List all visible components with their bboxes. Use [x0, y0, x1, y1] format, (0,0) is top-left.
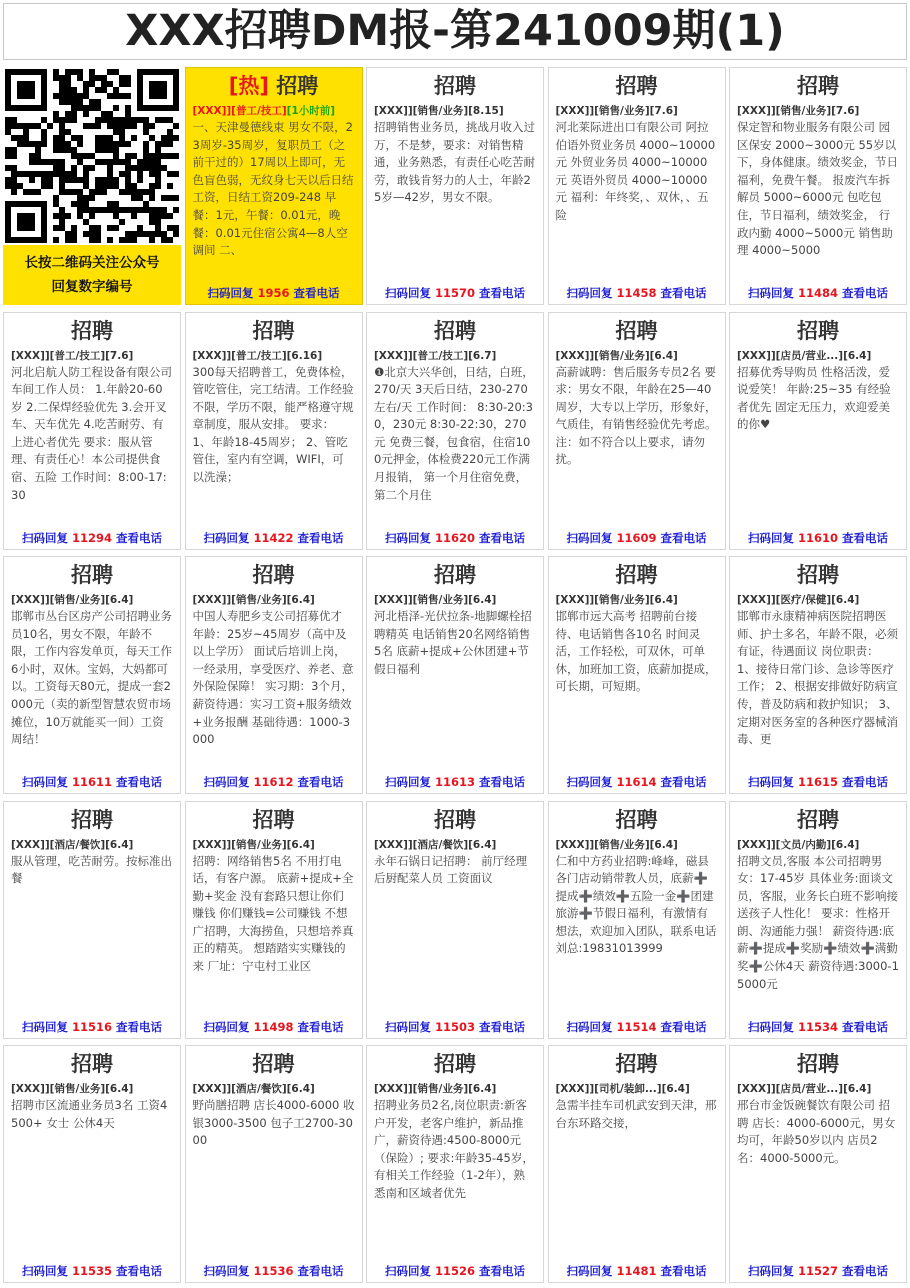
- job-description: 河北莱际进出口有限公司 阿拉伯语外贸业务员 4000~10000元 外贸业务员 4000~10000元 英语外贸员 4000~10000元 福利：年终奖，、双休，、五险: [555, 120, 716, 222]
- footer-prefix: 扫码回复: [566, 286, 613, 300]
- footer-prefix: 扫码回复: [566, 1019, 613, 1034]
- footer-suffix: 查看电话: [660, 530, 707, 545]
- job-card[interactable]: [729, 67, 907, 305]
- job-time-tag: [1小时前]: [286, 105, 336, 117]
- reply-code: 11611: [71, 775, 112, 789]
- reply-code: 11610: [797, 530, 838, 545]
- card-title: 招聘: [615, 807, 658, 832]
- reply-code: 11481: [616, 1264, 657, 1278]
- footer-prefix: 扫码回复: [384, 1264, 431, 1278]
- job-category-tag: [XXX]][销售/业务][6.4]: [555, 838, 678, 851]
- footer-suffix: 查看电话: [842, 1264, 889, 1278]
- footer-prefix: 扫码回复: [566, 530, 613, 545]
- card-footer[interactable]: [730, 1263, 906, 1279]
- job-description: 招聘市区流通业务员3名 工资4500+ 女士 公休4天: [11, 1098, 168, 1130]
- card-footer[interactable]: [367, 774, 543, 790]
- job-card[interactable]: [548, 801, 726, 1039]
- job-category-tag: [XXX]][销售/业务][6.4]: [11, 1083, 134, 1095]
- job-category-tag: [XXX]][酒店/餐饮][6.4]: [11, 838, 134, 851]
- footer-suffix: 查看电话: [116, 1019, 163, 1034]
- footer-prefix: 扫码回复: [747, 775, 794, 789]
- reply-code: 11535: [71, 1264, 112, 1278]
- job-description: 野尚膳招聘 店长4000-6000 收银3000-3500 包子工2700-3000: [192, 1098, 355, 1148]
- job-grid: [3, 67, 907, 1283]
- job-category-tag: [XXX]][销售/业务][8.15]: [374, 105, 504, 117]
- job-description: 招聘业务员2名,岗位职责:新客户开发，老客户维护，新品推广，薪资待遇:4500-8000元（保险）; 要求:年龄35-45岁，有相关工作经验（1-2年），熟悉南和区域者优先: [374, 1098, 534, 1200]
- job-category-tag: [XXX]][销售/业务][6.4]: [11, 594, 134, 606]
- card-footer[interactable]: [367, 1263, 543, 1279]
- card-footer[interactable]: [367, 530, 543, 546]
- card-title: 招聘: [615, 318, 658, 343]
- reply-code: 11526: [434, 1264, 475, 1278]
- card-title: 招聘: [71, 1052, 113, 1076]
- job-card[interactable]: [366, 801, 544, 1039]
- footer-prefix: 扫码回复: [21, 775, 68, 789]
- footer-suffix: 查看电话: [297, 775, 344, 789]
- card-title: 招聘: [71, 807, 113, 832]
- job-card[interactable]: [729, 556, 907, 794]
- job-card[interactable]: [366, 1045, 544, 1283]
- reply-code: 11620: [434, 530, 475, 545]
- job-category-tag: [XXX]][医疗/保健][6.4]: [737, 594, 860, 606]
- footer-prefix: 扫码回复: [566, 1264, 613, 1278]
- card-title: 招聘: [434, 74, 476, 98]
- card-footer[interactable]: [367, 1019, 543, 1035]
- job-category-tag: [XXX]][普工/技工][6.7]: [374, 349, 497, 362]
- job-description: 中国人寿肥乡支公司招募优才 年龄：25岁~45周岁（高中及以上学历） 面试后培训上岗，一经录用，享受医疗、养老、意外保险保障！ 实习期：3个月， 薪资待遇：实习工资+服务绩效+业务报酬 基础待遇：1000-3000: [192, 609, 354, 747]
- footer-prefix: 扫码回复: [747, 530, 794, 545]
- footer-suffix: 查看电话: [660, 1019, 707, 1034]
- reply-code: 11498: [253, 1019, 294, 1034]
- reply-code: 11536: [253, 1264, 294, 1278]
- card-footer[interactable]: [730, 1019, 906, 1035]
- footer-prefix: 扫码回复: [384, 1019, 431, 1034]
- job-category-tag: [XXX]][销售/业务][6.4]: [555, 349, 678, 362]
- card-title: 招聘: [434, 807, 476, 832]
- job-category-tag: [XXX]][酒店/餐饮][6.4]: [374, 838, 497, 851]
- footer-prefix: 扫码回复: [384, 775, 431, 789]
- footer-prefix: 扫码回复: [203, 530, 250, 545]
- job-card[interactable]: [3, 1045, 181, 1283]
- footer-suffix: 查看电话: [293, 286, 340, 300]
- job-card[interactable]: [548, 67, 726, 305]
- footer-suffix: 查看电话: [479, 775, 526, 789]
- qr-label-line2: 回复数字编号: [51, 279, 133, 295]
- footer-suffix: 查看电话: [479, 1019, 526, 1034]
- card-footer[interactable]: [549, 774, 725, 790]
- job-description: 急需半挂车司机武安到天津，邢台东环路交接，: [555, 1098, 717, 1130]
- card-title: 招聘: [434, 318, 476, 343]
- card-title: 招聘: [252, 563, 295, 587]
- card-footer[interactable]: [549, 285, 725, 301]
- card-title: 招聘: [797, 1052, 839, 1076]
- footer-prefix: 扫码回复: [747, 1019, 794, 1034]
- qr-code[interactable]: [5, 69, 179, 243]
- job-description: 招聘文员,客服 本公司招聘男女：17-45岁 具体业务:面谈文员，客服，业务长白班不影响接送孩子人性化！ 要求：性格开朗、沟通能力强！ 薪资待遇:底薪➕提成➕奖励➕绩效➕满勤奖➕公休4天 薪资待遇:3000-15000元: [737, 853, 899, 991]
- card-title: 招聘: [797, 318, 839, 343]
- footer-prefix: 扫码回复: [207, 286, 254, 300]
- card-footer[interactable]: [186, 774, 362, 790]
- card-title: 招聘: [71, 318, 113, 343]
- job-card[interactable]: [548, 312, 726, 550]
- card-title: 招聘: [797, 807, 839, 832]
- card-title: 招聘: [252, 318, 295, 343]
- job-description: 招聘：网络销售5名 不用打电话，有客户源。 底薪+提成+全勤+奖金 没有套路只想让你们赚钱 你们赚钱=公司赚钱 不想广招聘，大海捞鱼，只想培养真正的精英。 想踏踏实实赚钱的来 厂址：宁屯村工业区: [192, 853, 354, 974]
- footer-suffix: 查看电话: [479, 530, 526, 545]
- footer-suffix: 查看电话: [842, 286, 889, 300]
- job-category-tag: [XXX]][销售/业务][7.6]: [737, 105, 860, 117]
- footer-suffix: 查看电话: [297, 1264, 344, 1278]
- job-card[interactable]: [548, 556, 726, 794]
- reply-code: 11503: [434, 1019, 475, 1034]
- footer-prefix: 扫码回复: [21, 1019, 68, 1034]
- reply-code: 11516: [71, 1019, 112, 1034]
- footer-prefix: 扫码回复: [566, 775, 613, 789]
- job-category-tag: [XXX]][店员/营业...][6.4]: [737, 1083, 872, 1095]
- footer-suffix: 查看电话: [660, 1264, 707, 1278]
- card-footer[interactable]: [549, 1019, 725, 1035]
- job-description: 河北梧泽-光伏拉条-地脚螺栓招聘精英 电话销售20名网络销售5名 底薪+提成+公休团建+节假日福利: [374, 609, 532, 676]
- card-footer[interactable]: [549, 530, 725, 546]
- footer-prefix: 扫码回复: [747, 1264, 794, 1278]
- job-category-tag: [XXX]][店员/营业...][6.4]: [737, 349, 872, 362]
- card-footer[interactable]: [4, 1019, 180, 1035]
- reply-code: 11609: [616, 530, 657, 545]
- job-description: 招聘销售业务员，挑战月收入过万，不是梦，要求：对销售精通，业务熟悉，有责任心吃苦耐劳，敢钱肯努力的人士，年龄25岁—42岁，男女不限。: [374, 120, 535, 205]
- job-card[interactable]: [548, 1045, 726, 1283]
- reply-code: 11514: [616, 1019, 657, 1034]
- footer-suffix: 查看电话: [479, 1264, 526, 1278]
- card-footer[interactable]: [186, 1019, 362, 1035]
- job-category-tag: [XXX]][销售/业务][6.4]: [192, 594, 315, 606]
- job-description: 一、天津曼德线束 男女不限，23周岁-35周岁，复职员工（之前干过的）17周以上即可，无色盲色弱，无纹身七天以后日结工资，日结工资209-248 早餐：1元，午餐：0.01元，晚餐：0.01元住宿公寓4—8人空调间 二、: [192, 120, 354, 258]
- job-category-tag: [XXX]][销售/业务][6.4]: [374, 1083, 497, 1095]
- reply-code: 11534: [797, 1019, 838, 1034]
- card-footer[interactable]: [4, 1263, 180, 1279]
- footer-prefix: 扫码回复: [21, 530, 68, 545]
- job-category-tag: [XXX]][销售/业务][6.4]: [374, 594, 497, 606]
- job-category: [XXX]][普工/技工]: [192, 105, 287, 117]
- card-footer[interactable]: [730, 530, 906, 546]
- footer-suffix: 查看电话: [660, 286, 707, 300]
- footer-prefix: 扫码回复: [747, 286, 794, 300]
- job-description: ❶北京大兴华创，日结，白班，270/天 3天后日结，230-270左右/天 工作时间： 8:30-20:30，230元 8:30-22:30，270元 免费三餐，包食宿，住宿100元押金，体检费220元工作满月报销， 第一个月住宿免费，第二个月住: [374, 364, 534, 502]
- card-footer[interactable]: [549, 1263, 725, 1279]
- card-title: 招聘: [252, 1052, 295, 1076]
- card-footer[interactable]: [4, 530, 180, 546]
- job-description: 永年石锅日记招聘： 前厅经理 后厨配菜人员 工资面议: [374, 853, 528, 886]
- job-category-tag: [XXX]][销售/业务][6.4]: [192, 838, 315, 851]
- reply-code: 11458: [616, 286, 657, 300]
- job-description: 保定智和物业服务有限公司 园区保安 2000~3000元 55岁以下，身体健康。绩效奖金，节日福利，免费午餐。 报废汽车拆解员 5000~6000元 包吃包住，节日福利，绩效奖金， 行政内勤 4000~5000元 销售助理 4000~5000: [737, 120, 898, 258]
- job-description: 招募优秀导购员 性格活泼，爱说爱笑！ 年龄:25~35 有经验者优先 固定无压力，欢迎爱美的你♥: [737, 364, 891, 432]
- job-card[interactable]: [729, 312, 907, 550]
- card-title: 招聘: [797, 563, 839, 587]
- card-title: 招聘: [615, 1052, 658, 1076]
- job-description: 邯郸市丛台区房产公司招聘业务员10名，男女不限，年龄不限，工作内容发单页，每天工作6小时，双休。宝妈，大妈都可以。工资每天80元，提成一套2000元（卖的新型智慧农贸市场摊位，10万就能买一间）工资周结！: [11, 609, 172, 747]
- reply-code: 11422: [253, 530, 294, 545]
- card-title: 招聘: [434, 1052, 476, 1076]
- job-description: 仁和中方药业招聘:峰峰，磁县各门店动销带教人员，底薪➕提成➕绩效➕五险一金➕团建旅游➕节假日福利，有激情有想法，欢迎加入团队，联系电话刘总:19831013999: [555, 853, 717, 956]
- footer-suffix: 查看电话: [842, 775, 889, 789]
- reply-code: 11612: [253, 775, 294, 789]
- reply-code: 11527: [797, 1264, 838, 1278]
- job-category-tag: [XXX]][司机/装卸...][6.4]: [555, 1083, 690, 1095]
- job-card[interactable]: [185, 801, 363, 1039]
- qr-label: [3, 245, 181, 305]
- job-category-tag: [XXX]][文员/内勤][6.4]: [737, 838, 860, 851]
- job-card[interactable]: [366, 556, 544, 794]
- footer-prefix: 扫码回复: [384, 530, 431, 545]
- footer-suffix: 查看电话: [116, 775, 163, 789]
- job-card[interactable]: [185, 312, 363, 550]
- job-description: 邢台市金饭碗餐饮有限公司 招聘 店长：4000-6000元，男女均可，年龄50岁以内 店员2名：4000-5000元。: [737, 1098, 896, 1165]
- footer-suffix: 查看电话: [297, 1019, 344, 1034]
- job-card[interactable]: [3, 556, 181, 794]
- job-description: 高薪诚聘：售后服务专员2名 要求：男女不限，年龄在25—40周岁，大专以上学历，形象好，气质佳，有销售经验优先考虑。 注：如不符合以上要求，请勿扰。: [555, 364, 717, 467]
- job-card[interactable]: [366, 312, 544, 550]
- reply-code: 11294: [71, 530, 112, 545]
- page-title: XXX招聘DM报-第241009期(1): [3, 3, 907, 60]
- qr-card: [3, 67, 181, 305]
- card-title: 招聘: [71, 563, 113, 587]
- footer-suffix: 查看电话: [297, 530, 344, 545]
- job-category-tag: [XXX]][普工/技工][7.6]: [11, 349, 134, 362]
- job-description: 邯郸市远大高考 招聘前台接待、电话销售各10名 时间灵活，工作轻松，可双休，可单休，加班加工资，底薪加提成，可长期，可短期。: [555, 609, 717, 694]
- job-card[interactable]: [3, 312, 181, 550]
- card-title: 招聘: [797, 74, 839, 98]
- job-card[interactable]: [3, 801, 181, 1039]
- job-category-tag: [XXX]][酒店/餐饮][6.4]: [192, 1083, 315, 1095]
- footer-suffix: 查看电话: [116, 1264, 163, 1278]
- job-description: 300每天招聘普工，免费体检，管吃管住，完工结清。工作经验不限，学历不限，能严格遵守规章制度，服从安排。 要求： 1、年龄18-45周岁； 2、管吃管住，室内有空调，WIFI，可以洗澡；: [192, 364, 354, 485]
- card-footer[interactable]: [367, 285, 543, 301]
- card-footer[interactable]: [186, 285, 362, 301]
- job-card-hot[interactable]: [185, 67, 363, 305]
- card-footer[interactable]: [186, 1263, 362, 1279]
- reply-code: 1956: [257, 286, 290, 300]
- card-footer[interactable]: [4, 774, 180, 790]
- footer-prefix: 扫码回复: [203, 1019, 250, 1034]
- job-card[interactable]: [729, 1045, 907, 1283]
- reply-code: 11613: [434, 775, 475, 789]
- footer-suffix: 查看电话: [479, 286, 526, 300]
- footer-prefix: 扫码回复: [203, 1264, 250, 1278]
- card-footer[interactable]: [730, 285, 906, 301]
- job-category-tag: [XXX]][普工/技工][6.16]: [192, 349, 323, 362]
- footer-suffix: 查看电话: [660, 775, 707, 789]
- reply-code: 11615: [797, 775, 838, 789]
- job-category-tag: [XXX]][销售/业务][7.6]: [555, 105, 678, 117]
- job-card[interactable]: [729, 801, 907, 1039]
- footer-suffix: 查看电话: [842, 530, 889, 545]
- card-title: 招聘: [615, 74, 658, 98]
- job-card[interactable]: [185, 556, 363, 794]
- job-description: 河北启航人防工程设备有限公司 车间工作人员： 1.年龄20-60岁 2.二保焊经验优先 3.会开叉车、天车优先 4.吃苦耐劳、有上进心者优先 要求：服从管理、有责任心！本公司提供食宿、五险 工作时间：8:00-17:30: [11, 364, 172, 502]
- card-footer[interactable]: [730, 774, 906, 790]
- card-title-text: 招聘: [276, 74, 319, 98]
- reply-code: 11570: [434, 286, 475, 300]
- footer-prefix: 扫码回复: [203, 775, 250, 789]
- reply-code: 11484: [797, 286, 838, 300]
- card-title: 招聘: [615, 563, 658, 587]
- job-card[interactable]: [366, 67, 544, 305]
- job-description: 邯郸市永康精神病医院招聘医师、护士多名，年龄不限，必须有证，待遇面议 岗位职责： 1、接待日常门诊、急诊等医疗工作； 2、根据安排做好防病宣传，普及防病和救护知识； 3、定期对医务室的各种医疗器械消毒、更: [737, 609, 898, 747]
- job-category-tag: [186, 103, 362, 119]
- hot-tag: [热]: [228, 74, 269, 98]
- job-card[interactable]: [185, 1045, 363, 1283]
- card-footer[interactable]: [186, 530, 362, 546]
- qr-label-line1: 长按二维码关注公众号: [24, 255, 160, 271]
- footer-suffix: 查看电话: [116, 530, 163, 545]
- footer-suffix: 查看电话: [842, 1019, 889, 1034]
- card-title: [186, 69, 362, 103]
- job-category-tag: [XXX]][销售/业务][6.4]: [555, 594, 678, 606]
- card-title: 招聘: [252, 807, 295, 832]
- job-description: 服从管理，吃苦耐劳。按标准出餐: [11, 853, 172, 886]
- card-title: 招聘: [434, 563, 476, 587]
- reply-code: 11614: [616, 775, 657, 789]
- footer-prefix: 扫码回复: [384, 286, 431, 300]
- footer-prefix: 扫码回复: [21, 1264, 68, 1278]
